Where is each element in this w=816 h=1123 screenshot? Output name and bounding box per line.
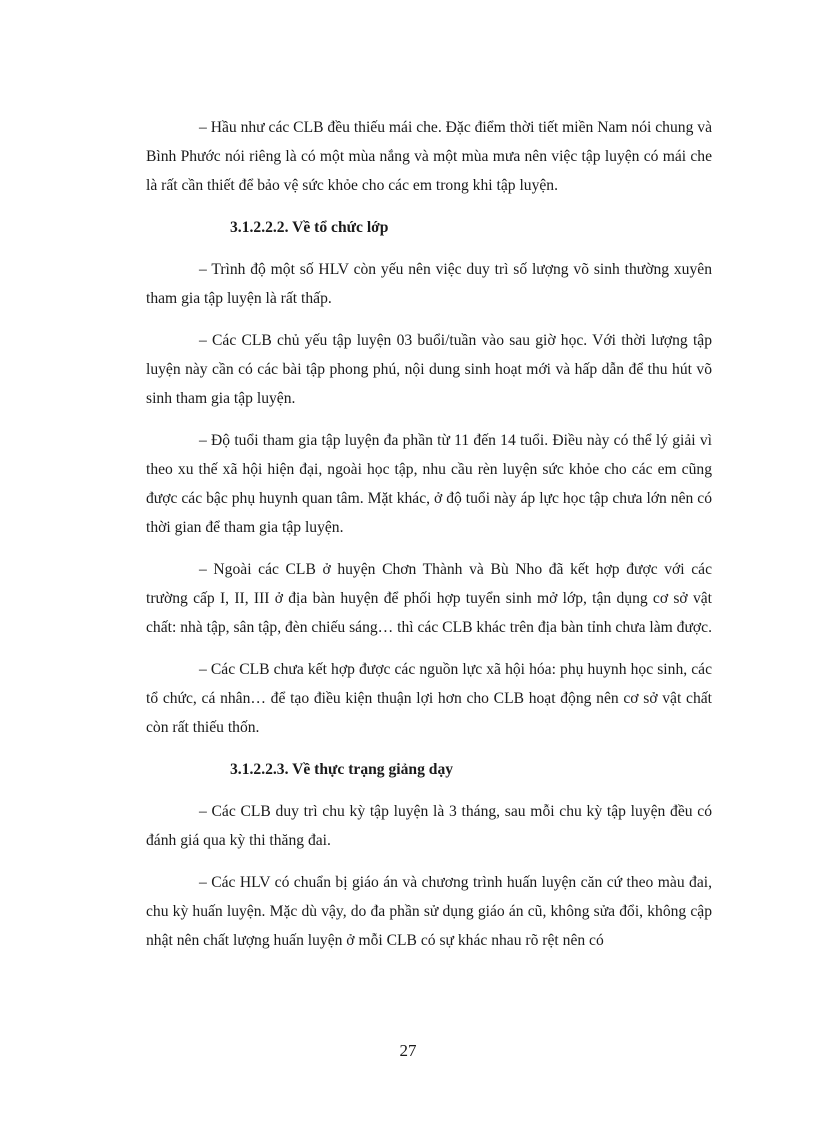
page-number: 27 [399,1041,417,1060]
paragraph-training-cycle: – Các CLB duy trì chu kỳ tập luyện là 3 tháng, sau mỗi chu kỳ tập luyện đều có đánh giá qua kỳ thi thăng đai. [146,803,712,849]
paragraph-social-resources: – Các CLB chưa kết hợp được các nguồn lực xã hội hóa: phụ huynh học sinh, các tổ chức, cá nhân… để tạo điều kiện thuận lợi hơn cho CLB hoạt động nên cơ sở vật chất còn rất thiếu thốn. [146,661,712,736]
section-heading-teaching-status: 3.1.2.2.3. Về thực trạng giảng dạy [230,761,454,778]
paragraph-coach-level: – Trình độ một số HLV còn yếu nên việc duy trì số lượng võ sinh thường xuyên tham gia tập luyện là rất thấp. [146,261,712,307]
page-body [146,113,712,968]
paragraph-no-roof: – Hầu như các CLB đều thiếu mái che. Đặc điểm thời tiết miền Nam nói chung và Bình Phước nói riêng là có một mùa nắng và một mùa mưa nên việc tập luyện có mái che là rất cần thiết để bảo vệ sức khỏe cho các em trong khi tập luyện. [146,119,712,194]
section-heading-class-organization: 3.1.2.2.2. Về tổ chức lớp [230,219,389,236]
paragraph-lesson-plans: – Các HLV có chuẩn bị giáo án và chương trình huấn luyện căn cứ theo màu đai, chu kỳ huấn luyện. Mặc dù vậy, do đa phần sử dụng giáo án cũ, không sửa đổi, không cập nhật nên chất lượng huấn luyện ở mỗi CLB có sự khác nhau rõ rệt nên có [146,874,712,949]
paragraph-school-cooperation: – Ngoài các CLB ở huyện Chơn Thành và Bù Nho đã kết hợp được với các trường cấp I, II, III ở địa bàn huyện để phối hợp tuyển sinh mở lớp, tận dụng cơ sở vật chất: nhà tập, sân tập, đèn chiếu sáng… thì các CLB khác trên địa bàn tỉnh chưa làm được. [146,561,712,636]
paragraph-training-schedule: – Các CLB chủ yếu tập luyện 03 buổi/tuần vào sau giờ học. Với thời lượng tập luyện này cần có các bài tập phong phú, nội dung sinh hoạt mới và hấp dẫn để thu hút võ sinh tham gia tập luyện. [146,332,712,407]
paragraph-age-range: – Độ tuổi tham gia tập luyện đa phần từ 11 đến 14 tuổi. Điều này có thể lý giải vì theo xu thế xã hội hiện đại, ngoài học tập, nhu cầu rèn luyện sức khỏe cho các em cũng được các bậc phụ huynh quan tâm. Mặt khác, ở độ tuổi này áp lực học tập chưa lớn nên có thời gian để tham gia tập luyện. [146,432,712,536]
